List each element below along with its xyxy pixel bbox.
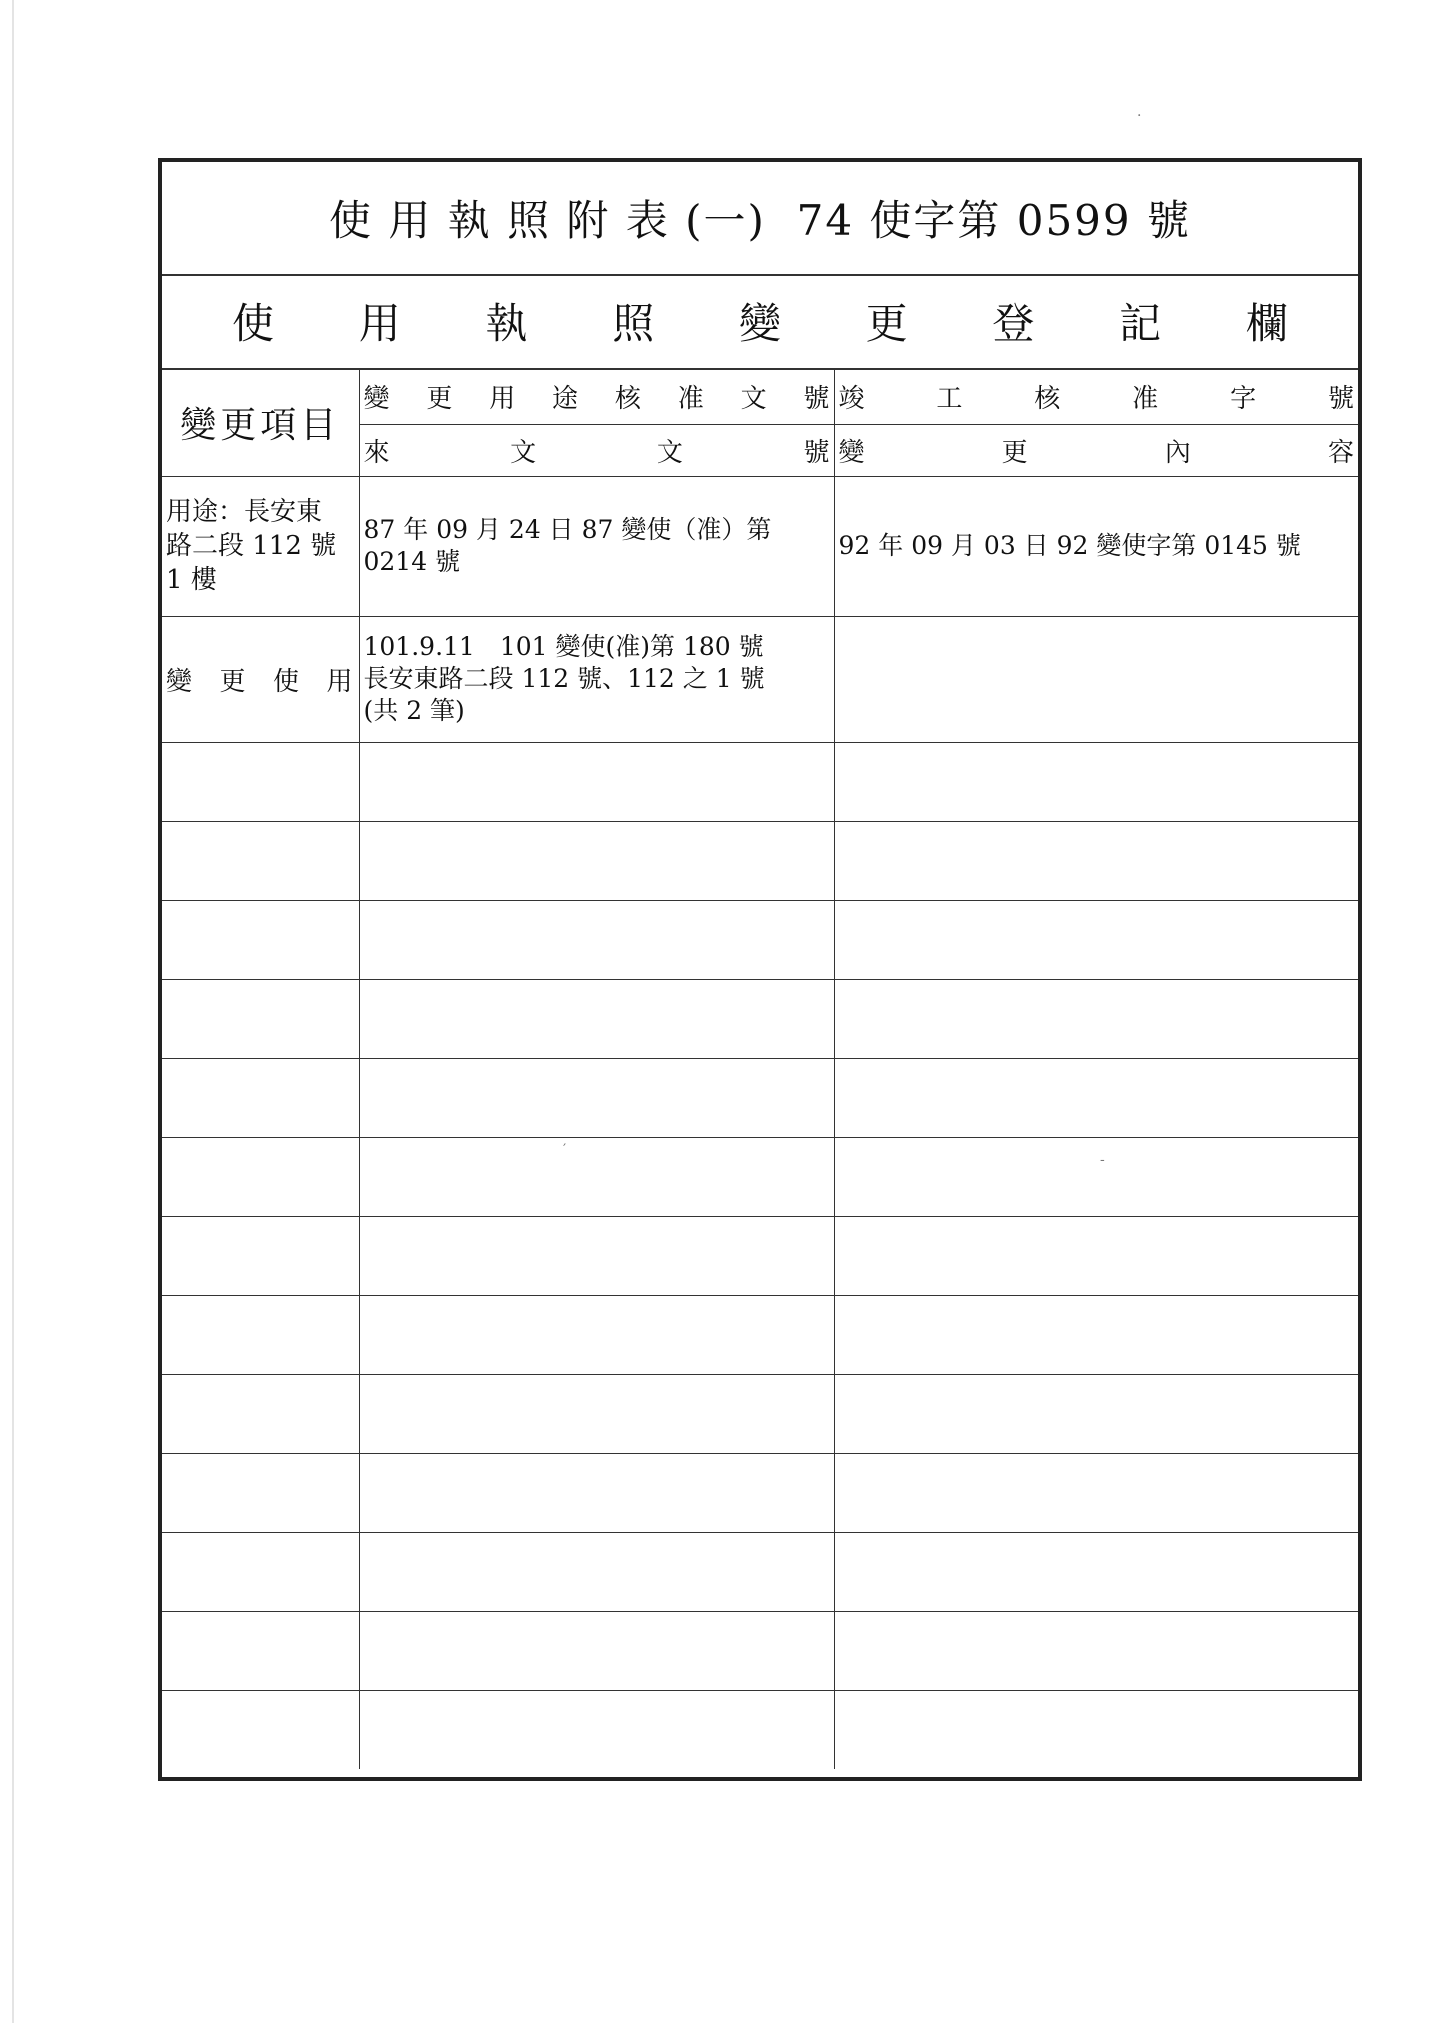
- row-1-doc-line-2: 0214 號: [363, 547, 461, 576]
- empty-cell: [834, 979, 1358, 1058]
- row-2-doc-no: [359, 616, 834, 742]
- empty-cell: [359, 1137, 834, 1216]
- header-change-item-label: 變更項目: [180, 405, 341, 447]
- empty-row: [162, 1690, 1358, 1769]
- empty-row: [162, 1058, 1358, 1137]
- section-title-char: 用: [358, 299, 401, 348]
- empty-cell: [162, 1453, 359, 1532]
- header-char: 號: [803, 384, 830, 415]
- row-1-doc-line-1: 87 年 09 月 24 日 87 變使（准）第: [363, 515, 772, 544]
- section-title-char: 欄: [1245, 299, 1288, 348]
- header-char: 號: [803, 437, 830, 468]
- row-2-item-char: 用: [326, 666, 353, 697]
- section-title-char: 變: [738, 299, 781, 348]
- row-2-item-char: 使: [272, 666, 299, 697]
- empty-row: [162, 821, 1358, 900]
- empty-cell: [834, 900, 1358, 979]
- header-char: 變: [838, 437, 865, 468]
- row-2-item-label: [166, 661, 355, 698]
- empty-cell: [162, 1216, 359, 1295]
- header-char: 號: [1327, 384, 1354, 415]
- header-incoming-doc-no: [359, 424, 834, 476]
- header-char: 內: [1164, 437, 1191, 468]
- empty-cell: [162, 1532, 359, 1611]
- header-char: 容: [1327, 437, 1354, 468]
- empty-cell: [359, 1058, 834, 1137]
- empty-cell: [162, 1058, 359, 1137]
- header-char: 途: [552, 384, 579, 415]
- empty-cell: [162, 742, 359, 821]
- scan-edge: [12, 0, 14, 2023]
- header-char: 字: [1230, 384, 1257, 415]
- row-1-content-line-1: 92 年 09 月 03 日 92 變使字第 0145 號: [838, 531, 1301, 560]
- empty-cell: [834, 1532, 1358, 1611]
- row-2-doc-line-2: 長安東路二段 112 號、112 之 1 號: [363, 664, 765, 693]
- empty-cell: [834, 1690, 1358, 1769]
- empty-cell: [162, 1690, 359, 1769]
- empty-row: [162, 1295, 1358, 1374]
- header-change-content: [834, 424, 1358, 476]
- empty-cell: [162, 1137, 359, 1216]
- header-change-item: [162, 370, 359, 476]
- empty-cell: [834, 1058, 1358, 1137]
- row-2-content: [834, 616, 1358, 742]
- section-title-char: 照: [612, 299, 655, 348]
- row-2-item: [162, 616, 359, 742]
- row-1-item: [162, 476, 359, 616]
- header-char: 文: [510, 437, 537, 468]
- change-registry-table: [162, 370, 1358, 1769]
- empty-cell: [162, 1611, 359, 1690]
- header-completion-no: [834, 370, 1358, 424]
- empty-cell: [359, 821, 834, 900]
- empty-cell: [359, 1295, 834, 1374]
- empty-row: [162, 742, 1358, 821]
- empty-row: [162, 1374, 1358, 1453]
- header-char: 來: [363, 437, 390, 468]
- header-char: 用: [489, 384, 516, 415]
- header-char: 核: [614, 384, 641, 415]
- empty-cell: [834, 821, 1358, 900]
- header-char: 竣: [838, 384, 865, 415]
- section-title: [162, 274, 1358, 370]
- scan-speck: ·: [1137, 108, 1142, 124]
- empty-cell: [162, 1374, 359, 1453]
- section-title-char: 使: [232, 299, 275, 348]
- header-approval-doc-no: [359, 370, 834, 424]
- empty-cell: [359, 900, 834, 979]
- header-completion-no-label: [839, 378, 1355, 415]
- header-char: 准: [677, 384, 704, 415]
- section-title-char: 記: [1119, 299, 1162, 348]
- empty-cell: [162, 900, 359, 979]
- section-title-char: 更: [865, 299, 908, 348]
- header-char: 更: [426, 384, 453, 415]
- empty-cell: [359, 1453, 834, 1532]
- empty-row: [162, 1137, 1358, 1216]
- section-title-char: 登: [992, 299, 1035, 348]
- header-char: 核: [1034, 384, 1061, 415]
- scan-speck: ′: [563, 1142, 567, 1158]
- empty-row: [162, 1453, 1358, 1532]
- empty-cell: [834, 1216, 1358, 1295]
- empty-cell: [359, 1216, 834, 1295]
- document-title: [162, 162, 1358, 276]
- header-change-content-label: [839, 432, 1355, 469]
- row-1-content: [834, 476, 1358, 616]
- empty-cell: [834, 742, 1358, 821]
- table-row: [162, 476, 1358, 616]
- license-sheet: [158, 158, 1362, 1781]
- empty-cell: [359, 1532, 834, 1611]
- empty-cell: [834, 1374, 1358, 1453]
- header-char: 准: [1132, 384, 1159, 415]
- header-char: 變: [363, 384, 390, 415]
- row-1-doc-no: [359, 476, 834, 616]
- header-char: 工: [936, 384, 963, 415]
- empty-cell: [162, 979, 359, 1058]
- table-row: [162, 616, 1358, 742]
- empty-row: [162, 1216, 1358, 1295]
- empty-cell: [834, 1137, 1358, 1216]
- header-char: 更: [1001, 437, 1028, 468]
- document-title-text: 使 用 執 照 附 表 (一) 74 使字第 0599 號: [329, 196, 1191, 245]
- empty-cell: [834, 1453, 1358, 1532]
- empty-cell: [359, 979, 834, 1058]
- empty-cell: [359, 1690, 834, 1769]
- header-char: 文: [656, 437, 683, 468]
- header-approval-doc-no-label: [364, 378, 830, 415]
- empty-cell: [834, 1295, 1358, 1374]
- row-2-doc-line-1: 101.9.11 101 變使(准)第 180 號: [363, 632, 764, 661]
- scan-speck: -: [1100, 1152, 1105, 1168]
- empty-cell: [834, 1611, 1358, 1690]
- empty-row: [162, 900, 1358, 979]
- header-char: 文: [740, 384, 767, 415]
- row-2-doc-line-3: (共 2 筆): [363, 696, 465, 725]
- row-2-item-char: 更: [219, 666, 246, 697]
- row-1-item-line-1: 用途：長安東: [166, 497, 323, 527]
- header-row-top: [162, 370, 1358, 424]
- empty-row: [162, 979, 1358, 1058]
- empty-cell: [359, 1374, 834, 1453]
- header-incoming-doc-no-label: [364, 432, 830, 469]
- empty-row: [162, 1532, 1358, 1611]
- empty-cell: [162, 821, 359, 900]
- row-1-item-line-3: 1 樓: [166, 565, 217, 595]
- section-title-char: 執: [485, 299, 528, 348]
- row-2-item-char: 變: [166, 666, 193, 697]
- empty-cell: [359, 742, 834, 821]
- empty-row: [162, 1611, 1358, 1690]
- row-1-item-line-2: 路二段 112 號: [166, 531, 337, 561]
- empty-cell: [162, 1295, 359, 1374]
- empty-cell: [359, 1611, 834, 1690]
